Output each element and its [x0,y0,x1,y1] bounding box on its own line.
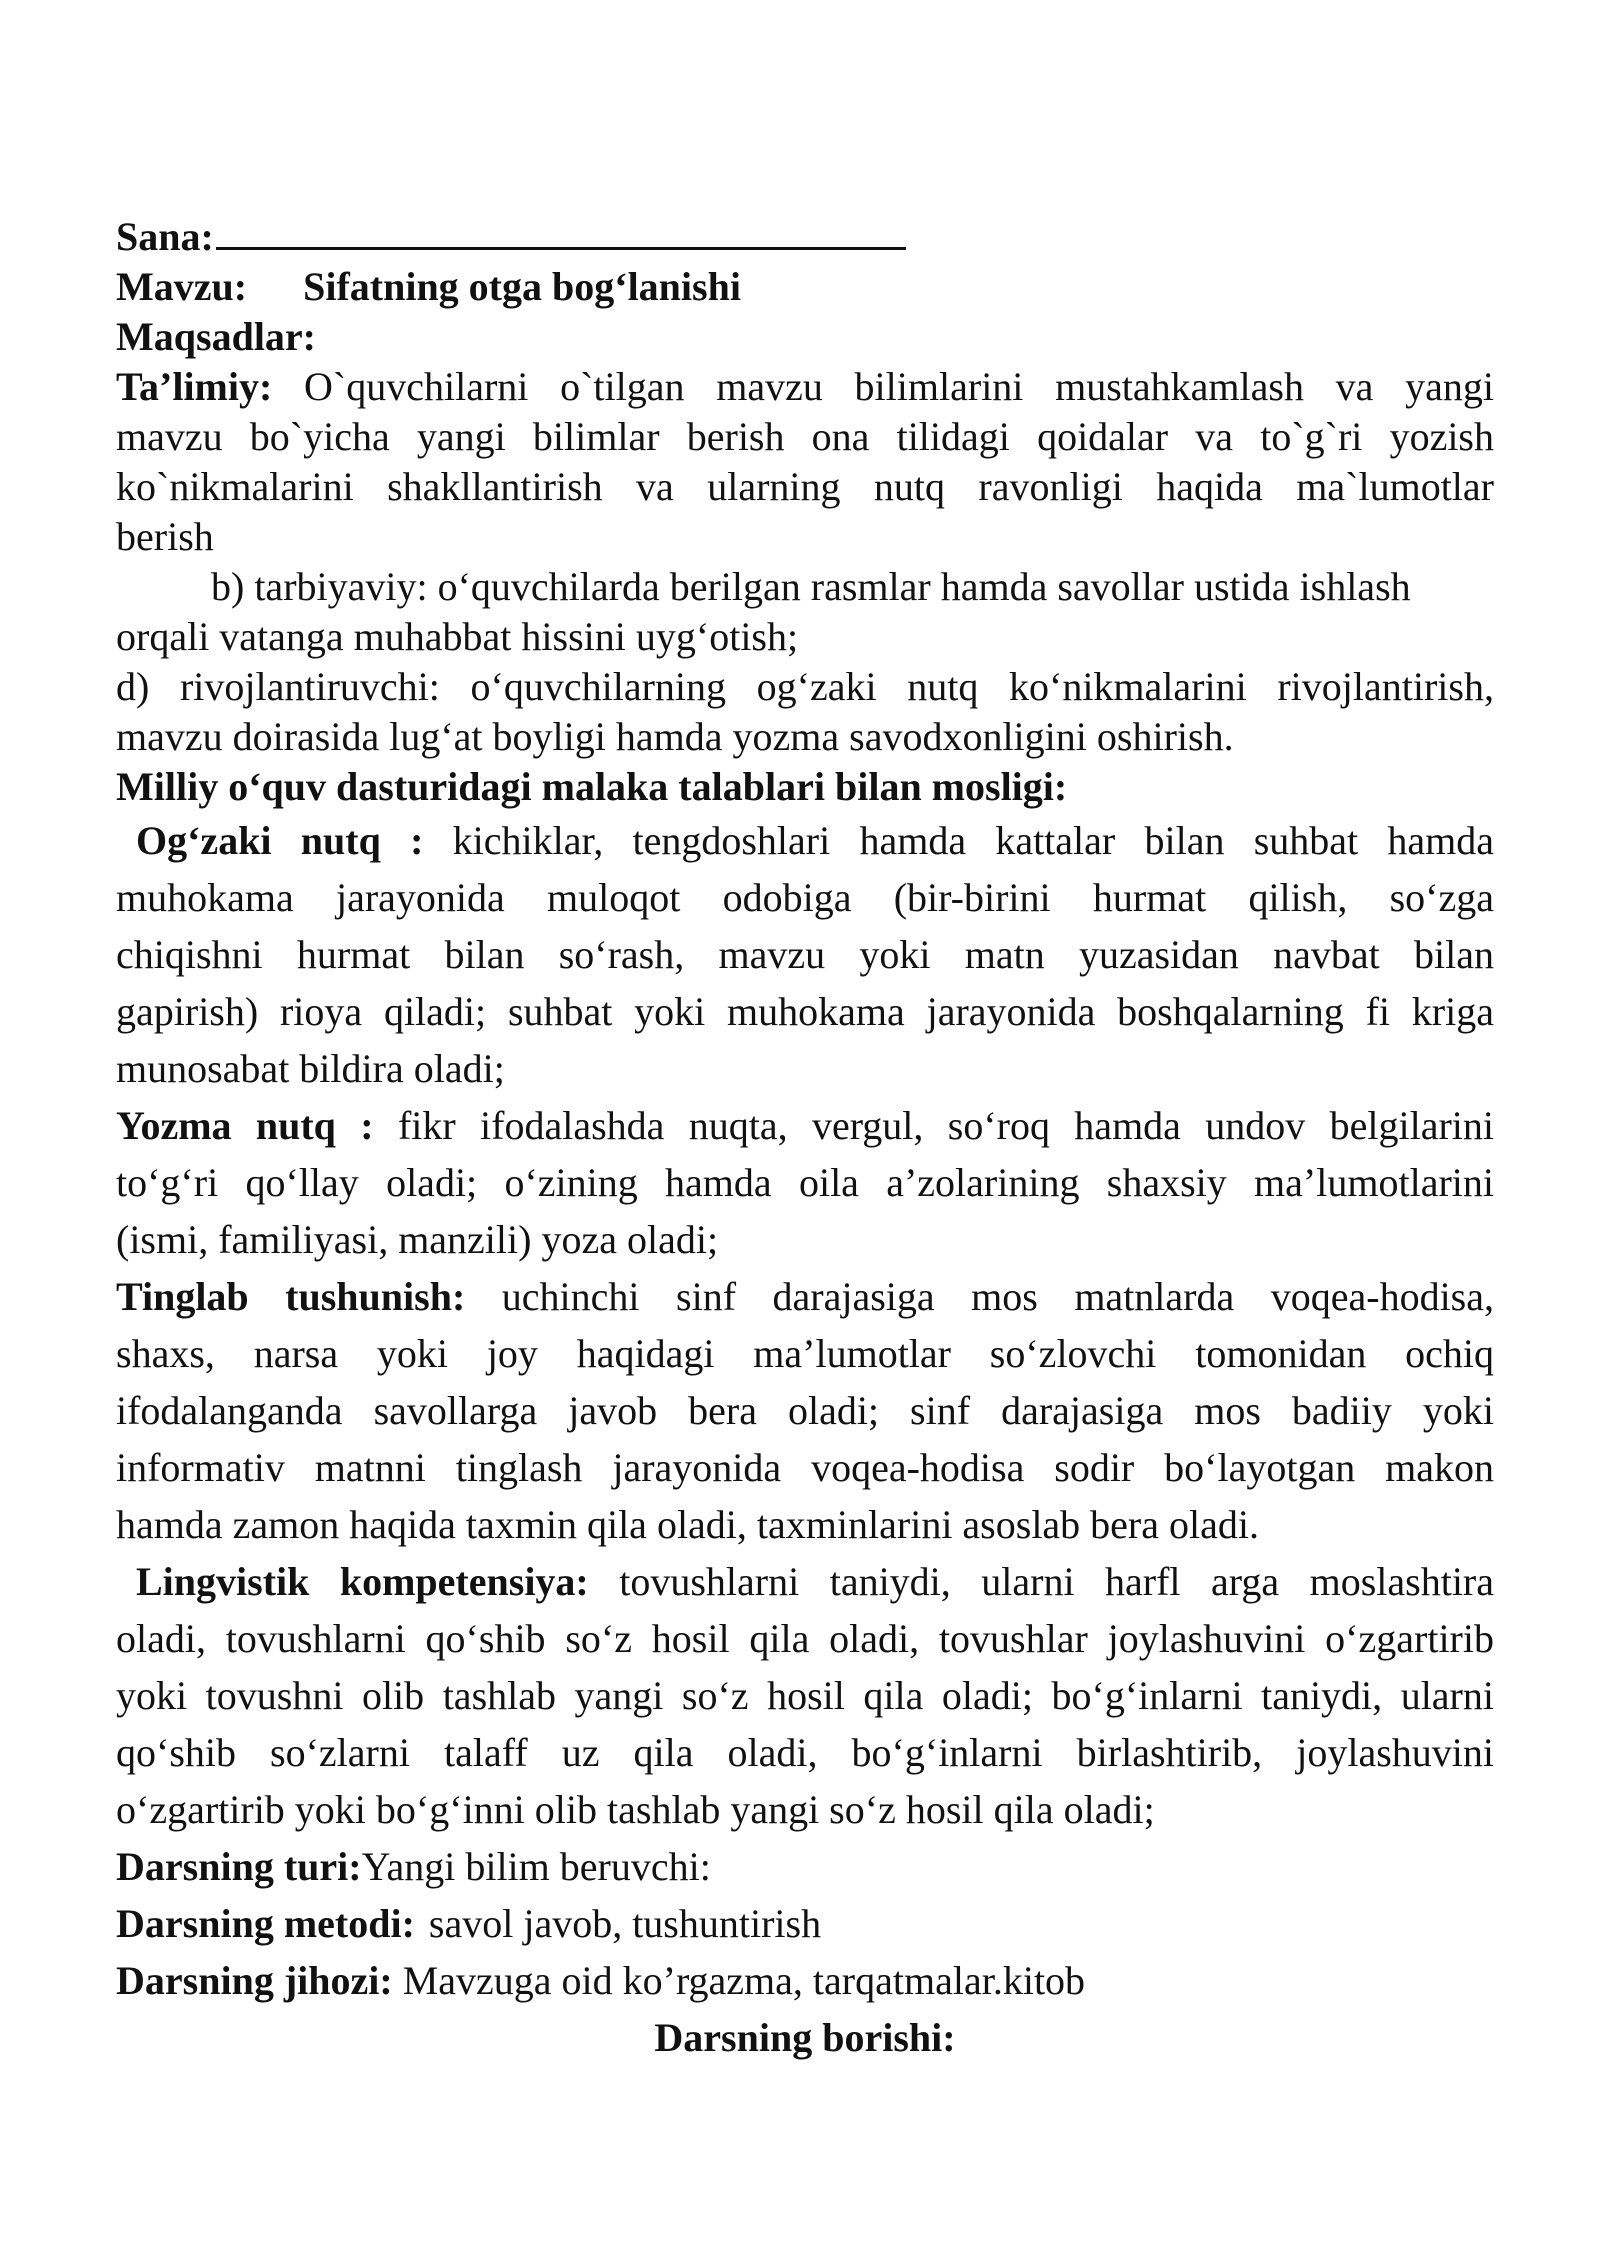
mavzu-label: Mavzu: [116,264,248,309]
jihozi-row [116,1952,1494,2009]
ogzaki-line-2: muhokama jarayonida muloqot odobiga (bir-birini hurmat qilish, so‘zga [116,875,1494,920]
metodi-row [116,1895,1494,1952]
ogzaki-line-1: Og‘zaki nutq : kichiklar, tengdoshlari hamda kattalar bilan suhbat hamda [136,818,1494,863]
talimiy-line-2: mavzu bo`yicha yangi bilimlar berish ona tilidagi qoidalar va to`g`ri yozish [116,414,1494,459]
ogzaki-line-4: gapirish) rioya qiladi; suhbat yoki muhokama jarayonida boshqalarning fi kriga [116,989,1494,1034]
yozma-line-1: Yozma nutq : fikr ifodalashda nuqta, vergul, so‘roq hamda undov belgilarini [116,1103,1495,1148]
ogzaki-line-5: munosabat bildira oladi; [116,1046,505,1091]
jihozi-label: Darsning jihozi: [116,1958,393,2003]
lingvistik-line-3: yoki tovushni olib tashlab yangi so‘z hosil qila oladi; bo‘g‘inlarni taniydi, ularni [116,1673,1494,1718]
tinglab-line-4: informativ matnni tinglash jarayonida voqea-hodisa sodir bo‘layotgan makon [116,1445,1494,1490]
tarbiyaviy-line-2: orqali vatanga muhabbat hissini uyg‘otish; [116,614,799,659]
rivojlantiruvchi-line-1: d) rivojlantiruvchi: o‘quvchilarning og‘zaki nutq ko‘nikmalarini rivojlantirish, [116,664,1494,709]
tarbiyaviy-line-1: b) tarbiyaviy: o‘quvchilarda berilgan rasmlar hamda savollar ustida ishlash [211,564,1411,609]
lingvistik-line-5: o‘zgartirib yoki bo‘g‘inni olib tashlab yangi so‘z hosil qila oladi; [116,1787,1155,1832]
lingvistik-label: Lingvistik kompetensiya: [136,1559,589,1604]
rivojlantiruvchi-line-2: mavzu doirasida lug‘at boyligi hamda yozma savodxonligini oshirish. [116,714,1234,759]
ogzaki-label: Og‘zaki nutq : [136,818,424,863]
sana-row [116,212,1494,262]
talimiy-line-4: berish [116,514,214,559]
lingvistik-line-2: oladi, tovushlarni qo‘shib so‘z hosil qila oladi, tovushlar joylashuvini o‘zgartirib [116,1616,1494,1661]
maqsadlar-heading: Maqsadlar: [116,314,316,359]
tinglab-label: Tinglab tushunish: [116,1274,466,1319]
milliy-heading: Milliy o‘quv dasturidagi malaka talablari bilan mosligi: [116,764,1068,809]
jihozi-value: Mavzuga oid ko’rgazma, tarqatmalar.kitob [402,1958,1086,2003]
talimiy-line-3: ko`nikmalarini shakllantirish va ularning nutq ravonligi haqida ma`lumotlar [116,464,1494,509]
metodi-value: savol javob, tushuntirish [428,1901,822,1946]
mavzu-row [116,262,1494,312]
ogzaki-line-3: chiqishni hurmat bilan so‘rash, mavzu yoki matn yuzasidan navbat bilan [116,932,1494,977]
talimiy-label: Ta’limiy: [116,364,273,409]
tinglab-line-1: Tinglab tushunish: uchinchi sinf darajasiga mos matnlarda voqea-hodisa, [116,1274,1495,1319]
document-page [116,212,1494,2066]
sana-label: Sana: [116,214,214,259]
yozma-label: Yozma nutq : [116,1103,374,1148]
lingvistik-line-1: Lingvistik kompetensiya: tovushlarni taniydi, ularni harfl arga moslashtira [136,1559,1495,1604]
borishi-heading: Darsning borishi: [654,2015,956,2060]
tinglab-line-3: ifodalanganda savollarga javob bera oladi; sinf darajasiga mos badiiy yoki [116,1388,1494,1433]
turi-value: Yangi bilim beruvchi: [361,1844,711,1889]
yozma-line-2: to‘g‘ri qo‘llay oladi; o‘zining hamda oila a’zolarining shaxsiy ma’lumotlarini [116,1160,1494,1205]
tinglab-line-5: hamda zamon haqida taxmin qila oladi, taxminlarini asoslab bera oladi. [116,1502,1259,1547]
turi-row [116,1838,1494,1895]
turi-label: Darsning turi: [116,1844,362,1889]
lingvistik-line-4: qo‘shib so‘zlarni talaff uz qila oladi, bo‘g‘inlarni birlashtirib, joylashuvini [116,1730,1494,1775]
mavzu-value: Sifatning otga bog‘lanishi [303,264,741,309]
yozma-line-3: (ismi, familiyasi, manzili) yoza oladi; [116,1217,719,1262]
tinglab-line-2: shaxs, narsa yoki joy haqidagi ma’lumotlar so‘zlovchi tomonidan ochiq [116,1331,1494,1376]
sana-blank [216,213,906,250]
talimiy-line-1: Ta’limiy: O`quvchilarni o`tilgan mavzu bilimlarini mustahkamlash va yangi [116,364,1495,409]
metodi-label: Darsning metodi: [116,1901,415,1946]
